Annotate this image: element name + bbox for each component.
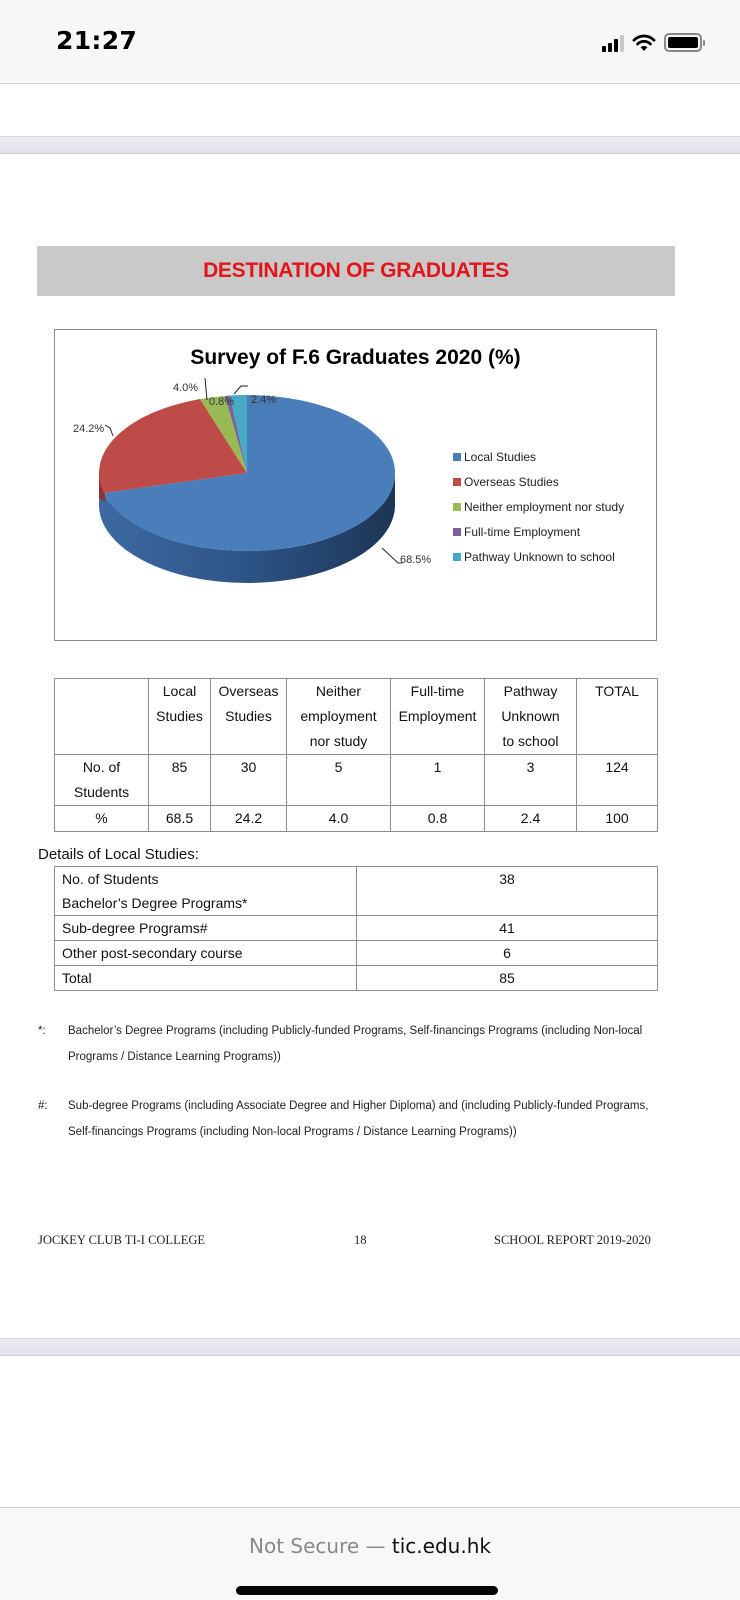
table-cell: 124 [577, 755, 658, 806]
row-label: % [55, 806, 149, 832]
row-label: No. of Students [55, 755, 149, 806]
status-time: 21:27 [56, 26, 138, 55]
domain-label: tic.edu.hk [391, 1534, 491, 1558]
row-label: Other post-secondary course [55, 941, 357, 966]
legend-item-local: Local Studies [453, 444, 624, 469]
table-row [55, 941, 658, 966]
table-cell: 2.4 [485, 806, 577, 832]
chart-legend [453, 444, 624, 569]
data-label-pathway: 2.4% [251, 394, 277, 406]
cellular-signal-icon [602, 34, 624, 52]
row-label: Sub-degree Programs# [55, 916, 357, 941]
details-heading: Details of Local Studies: [38, 846, 199, 863]
data-label-local: 68.5% [400, 554, 432, 566]
table-header-cell: Neither employment nor study [287, 679, 391, 755]
table-header-cell [55, 679, 149, 755]
table-cell: 41 [357, 916, 658, 941]
footer-page-number: 18 [354, 1233, 367, 1247]
url-display[interactable] [0, 1534, 740, 1558]
table-cell: 1 [391, 755, 485, 806]
legend-item-overseas: Overseas Studies [453, 469, 624, 494]
data-label-overseas: 24.2% [73, 423, 105, 435]
table-cell: 24.2 [211, 806, 287, 832]
table-cell: 38 [357, 867, 658, 916]
legend-swatch [453, 453, 461, 461]
section-title: DESTINATION OF GRADUATES [203, 259, 509, 282]
footnote-bachelor: *: Bachelor’s Degree Programs (including Publicly-funded Programs, Self-financings Programs (including Non-local Programs / Distance Learning Programs)) [38, 1025, 643, 1063]
table-cell: 85 [357, 966, 658, 991]
table-header-cell: Local Studies [149, 679, 211, 755]
table-header-cell: Pathway Unknown to school [485, 679, 577, 755]
browser-address-bar[interactable] [0, 1507, 740, 1600]
table-header-cell: Full-time Employment [391, 679, 485, 755]
page-separator [0, 1338, 740, 1356]
table-row [55, 806, 658, 832]
legend-swatch [453, 528, 461, 536]
row-label: No. of Students Bachelor’s Degree Programs* [55, 867, 357, 916]
section-banner [37, 246, 675, 296]
table-cell: 3 [485, 755, 577, 806]
legend-item-pathway: Pathway Unknown to school [453, 544, 624, 569]
security-label: Not Secure — [249, 1534, 386, 1558]
page-separator [0, 136, 740, 154]
footer-school-name: JOCKEY CLUB TI-I COLLEGE [38, 1233, 205, 1247]
home-indicator[interactable] [236, 1586, 498, 1595]
table-header-cell: TOTAL [577, 679, 658, 755]
data-label-fulltime: 0.8% [209, 396, 235, 408]
status-bar [0, 0, 740, 84]
graduates-table [54, 678, 658, 832]
wifi-icon [632, 34, 656, 52]
table-cell: 100 [577, 806, 658, 832]
table-header-cell: Overseas Studies [211, 679, 287, 755]
table-cell: 30 [211, 755, 287, 806]
legend-item-fulltime: Full-time Employment [453, 519, 624, 544]
battery-icon [664, 33, 702, 52]
local-studies-details-table [54, 866, 658, 991]
table-cell: 68.5 [149, 806, 211, 832]
table-cell: 5 [287, 755, 391, 806]
table-row [55, 755, 658, 806]
pie-chart [54, 329, 657, 641]
table-cell: 4.0 [287, 806, 391, 832]
table-cell: 0.8 [391, 806, 485, 832]
table-cell: 85 [149, 755, 211, 806]
document-page [0, 156, 740, 1334]
table-row [55, 867, 658, 916]
row-label: Total [55, 966, 357, 991]
table-cell: 6 [357, 941, 658, 966]
table-header-row [55, 679, 658, 755]
chart-title: Survey of F.6 Graduates 2020 (%) [190, 346, 521, 369]
legend-item-neither: Neither employment nor study [453, 494, 624, 519]
status-icons [602, 33, 702, 52]
table-row [55, 966, 658, 991]
legend-swatch [453, 503, 461, 511]
footnote-subdegree: #: Sub-degree Programs (including Associate Degree and Higher Diploma) and (including Publicly-funded Programs, Self-financings Programs (including Non-local Programs / Distance Learning Programs)) [38, 1100, 649, 1138]
legend-swatch [453, 553, 461, 561]
data-label-neither: 4.0% [173, 382, 199, 394]
legend-swatch [453, 478, 461, 486]
footer-report-title: SCHOOL REPORT 2019-2020 [494, 1233, 651, 1247]
table-row [55, 916, 658, 941]
